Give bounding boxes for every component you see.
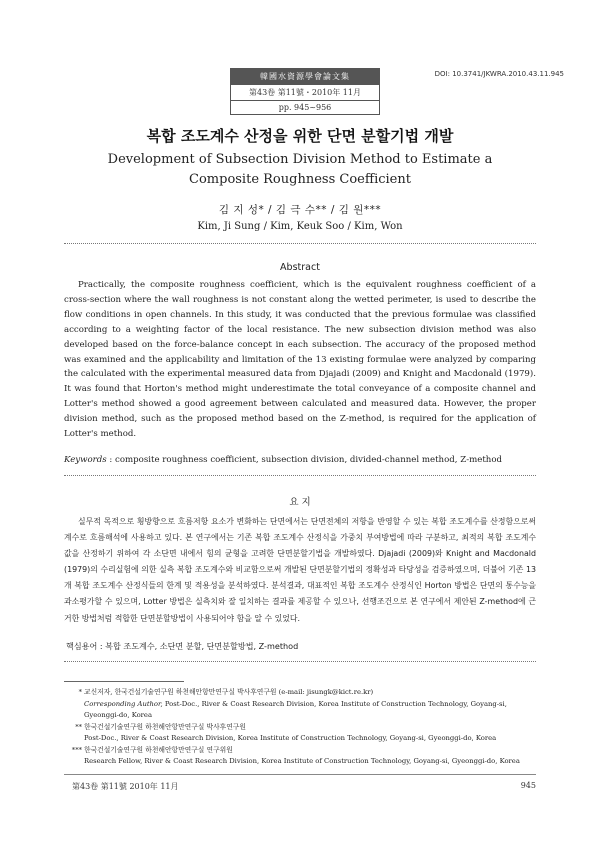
keywords-label: Keywords [64,455,107,465]
authors-english: Kim, Ji Sung / Kim, Keuk Soo / Kim, Won [197,221,403,232]
journal-pages: pp. 945~956 [231,100,379,114]
divider-dotted [64,661,536,662]
journal-name: 韓國水資源學會論文集 [231,69,379,84]
footnote-mark: * [78,688,82,696]
page-number: 945 [520,781,536,790]
abstract-text: Practically, the composite roughness coefficient, which is the equivalent roughness coefficient of a cross-section where the wall roughness is not constant along the wetted perimeter, is used to describe the flow conditions in open channels. In this study, it was conducted that the previous formulae was classified according to a weighting factor of the local resistance. The new subsection division method was also developed based on the force-balance concept in each subsection. The accuracy of the proposed method was examined and the applicability and limitation of the 13 existing formulae were analyzed by comparing the calculated with the experimental measured data from Djajadi (2009) and Knight and Macdonald (1979). It was found that Horton's method might underestimate the total conveyance of a composite channel and Lotter's method showed a good agreement between calculated and measured data. However, the proper division method, such as the proposed method based on the Z-method, is required for the application of Lotter's method. [64,280,536,440]
footnote-english: Post-Doc., River & Coast Research Division, Korea Institute of Construction Technology, Goyang-si, Gyeonggi-do, Korea [84,734,497,742]
title-korean: 복합 조도계수 산정을 위한 단면 분할기법 개발 [146,127,454,145]
journal-info-box [230,68,380,115]
title-english [0,150,600,190]
footnote-korean: 한국건설기술연구원 하천해안항만연구실 박사후연구원 [84,722,246,731]
keywords-korean-text: : 복합 조도계수, 소단면 분할, 단면분할방법, Z-method [99,641,299,651]
footnote-rule [64,681,184,682]
footnote-english: Research Fellow, River & Coast Research Division, Korea Institute of Construction Technology, Goyang-si, Gyeonggi-do, Korea [84,757,520,765]
page-footer-rule [64,774,536,775]
footnote [68,745,538,768]
footnote [68,687,538,722]
journal-volume-issue: 第43卷 第11號・2010年 11月 [231,84,379,100]
footnote [68,722,538,745]
keywords-korean [66,641,536,652]
keywords-korean-label: 핵심용어 [66,641,98,651]
footnote-korean: 한국건설기술연구원 하천해안항만연구실 연구위원 [84,745,233,754]
abstract-heading: Abstract [280,262,320,273]
footnote-english-body: Post-Doc., River & Coast Research Division, Korea Institute of Construction Technology, Goyang-si, Gyeonggi-do, Korea [84,699,507,719]
summary-heading: 요 지 [289,497,311,508]
footnote-english-prefix: Corresponding Author, [84,699,163,708]
authors-korean: 김 지 성* / 김 극 수** / 김 원*** [218,204,382,216]
page-footer-issue: 第43卷 第11號 2010年 11月 [72,782,179,791]
footnote-mark: *** [71,745,82,754]
footnote-korean: 교신저자, 한국건설기술연구원 하천해안항만연구실 박사후연구원 (e-mail: jisungk@kict.re.kr) [84,688,374,696]
doi: DOI: 10.3741/JKWRA.2010.43.11.945 [434,70,564,78]
keywords [64,455,536,465]
footnotes [68,687,538,768]
title-english-line2: Composite Roughness Coefficient [189,172,411,187]
summary-text: 실무적 목적으로 횡방향으로 흐름저항 요소가 변화하는 단면에서는 단면전체의 저항을 반영할 수 있는 복합 조도계수를 산정함으로써 계수로 흐름해석에 사용하고 있다. 본 연구에서는 기존 복합 조도계수 산정식을 가중치 부여방법에 따라 구분하고, 최적의 복합 조도계수 값을 산정하기 위하여 각 소단면 내에서 힘의 균형을 고려한 단면분할기법을 개발하였다. Djajadi (2009)와 Knight and Macdonald (1979)의 수리실험에 의한 실측 복합 조도계수와 비교함으로써 개발된 단면분할기법의 정확성과 타당성을 검증하였으며, 더불어 기존 13개 복합 조도계수 산정식들의 한계 및 적용성을 분석하였다. 분석결과, 대표적인 복합 조도계수 산정식인 Horton 방법은 단면의 통수능을 과소평가할 수 있으며, Lotter 방법은 실측치와 잘 일치하는 결과를 제공할 수 있으나, 선행조건으로 본 연구에서 제안된 Z-method에 근거한 방법처럼 적합한 단면분할방법이 사용되어야 함을 알 수 있었다. [64,517,536,623]
footnote-mark: ** [75,722,82,731]
title-english-line1: Development of Subsection Division Method to Estimate a [107,152,493,167]
divider-dotted [64,243,536,244]
divider-dotted [64,475,536,476]
footnote-english [84,699,538,722]
keywords-text: : composite roughness coefficient, subsection division, divided-channel method, Z-method [109,455,503,465]
